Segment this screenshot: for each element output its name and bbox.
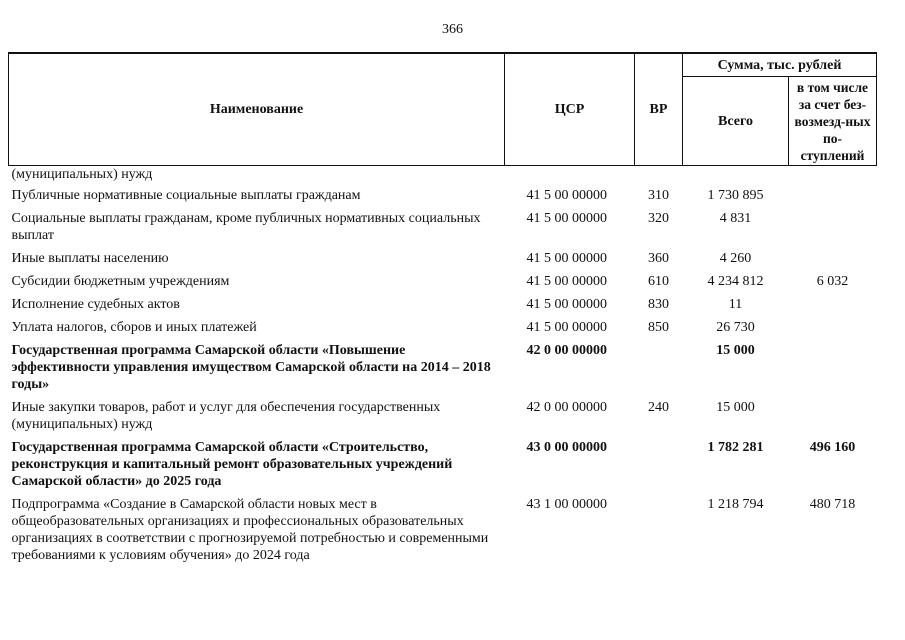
row-vr: 310: [648, 188, 669, 203]
row-including: [789, 250, 877, 273]
row-vr: [635, 496, 683, 570]
row-vr: [635, 439, 683, 496]
row-csr: 41 5 00 00000: [526, 274, 607, 289]
table-row: [9, 273, 877, 296]
row-vr: 240: [648, 400, 669, 415]
page-number: 366: [442, 22, 463, 37]
row-name: Исполнение судебных актов: [11, 297, 180, 312]
row-csr: 41 5 00 00000: [526, 251, 607, 266]
row-total: 1 218 794: [707, 497, 764, 512]
row-name: Государственная программа Самарской области «Строительство, реконструкция и капитальный ремонт образовательных учреждений Самарской области» до 2025 года: [11, 440, 453, 489]
table-row: [9, 210, 877, 250]
row-vr: [635, 166, 683, 188]
table-row: [9, 166, 877, 188]
table-row: [9, 187, 877, 210]
header-including: в том числе за счет без-возмезд-ных по-ступлений: [789, 77, 877, 166]
row-total: 15 000: [716, 400, 755, 415]
row-csr: 43 1 00 00000: [526, 497, 607, 512]
header-vr: ВР: [635, 53, 683, 166]
row-including: 480 718: [809, 497, 856, 512]
row-name: Субсидии бюджетным учреждениям: [11, 274, 230, 289]
row-name: (муниципальных) нужд: [11, 167, 153, 182]
row-vr: [635, 342, 683, 399]
table-row: [9, 342, 877, 399]
header-total: Всего: [683, 77, 789, 166]
row-name: Публичные нормативные социальные выплаты гражданам: [11, 188, 361, 203]
row-name: Социальные выплаты гражданам, кроме публичных нормативных социальных выплат: [11, 211, 481, 243]
table-row: [9, 399, 877, 439]
row-name: Иные выплаты населению: [11, 251, 169, 266]
row-total: 1 782 281: [707, 440, 764, 455]
row-vr: 360: [648, 251, 669, 266]
row-vr: 850: [648, 320, 669, 335]
table-row: [9, 439, 877, 496]
row-including: [789, 296, 877, 319]
table-row: [9, 319, 877, 342]
row-total: 4 831: [719, 211, 752, 226]
row-name: Подпрограмма «Создание в Самарской области новых мест в общеобразовательных организациях и профессиональных образовательных организациях в соответствии с прогнозируемой потребностью и современными требованиями к условиям обучения» до 2024 года: [11, 497, 489, 563]
table-row: [9, 250, 877, 273]
row-csr: 42 0 00 00000: [526, 400, 607, 415]
header-sum: Сумма, тыс. рублей: [683, 53, 877, 77]
row-csr: 43 0 00 00000: [526, 440, 607, 455]
row-vr: 320: [648, 211, 669, 226]
row-including: 496 160: [809, 440, 856, 455]
row-including: [789, 187, 877, 210]
row-name: Иные закупки товаров, работ и услуг для обеспечения государственных (муниципальных) нужд: [11, 400, 441, 432]
row-name: Уплата налогов, сборов и иных платежей: [11, 320, 257, 335]
budget-table: [8, 52, 877, 570]
row-total: 11: [728, 297, 743, 312]
row-csr: 42 0 00 00000: [526, 343, 607, 358]
row-including: 6 032: [816, 274, 849, 289]
row-vr: 830: [648, 297, 669, 312]
row-csr: [505, 166, 635, 188]
header-name: Наименование: [9, 53, 505, 166]
row-total: 4 234 812: [707, 274, 764, 289]
row-including: [789, 166, 877, 188]
table-row: [9, 496, 877, 570]
row-csr: 41 5 00 00000: [526, 297, 607, 312]
row-csr: 41 5 00 00000: [526, 320, 607, 335]
row-total: 4 260: [719, 251, 752, 266]
row-csr: 41 5 00 00000: [526, 211, 607, 226]
table-row: [9, 296, 877, 319]
row-including: [789, 319, 877, 342]
row-total: 1 730 895: [707, 188, 764, 203]
table-header: [9, 53, 877, 166]
row-csr: 41 5 00 00000: [526, 188, 607, 203]
row-total: 26 730: [716, 320, 755, 335]
row-including: [789, 210, 877, 250]
row-name: Государственная программа Самарской области «Повышение эффективности управления имуществом Самарской области на 2014 – 2018 годы»: [11, 343, 491, 392]
row-including: [789, 399, 877, 439]
header-csr: ЦСР: [505, 53, 635, 166]
row-vr: 610: [648, 274, 669, 289]
row-total: 15 000: [716, 343, 755, 358]
table-body: [9, 166, 877, 571]
row-total: [683, 166, 789, 188]
row-including: [789, 342, 877, 399]
